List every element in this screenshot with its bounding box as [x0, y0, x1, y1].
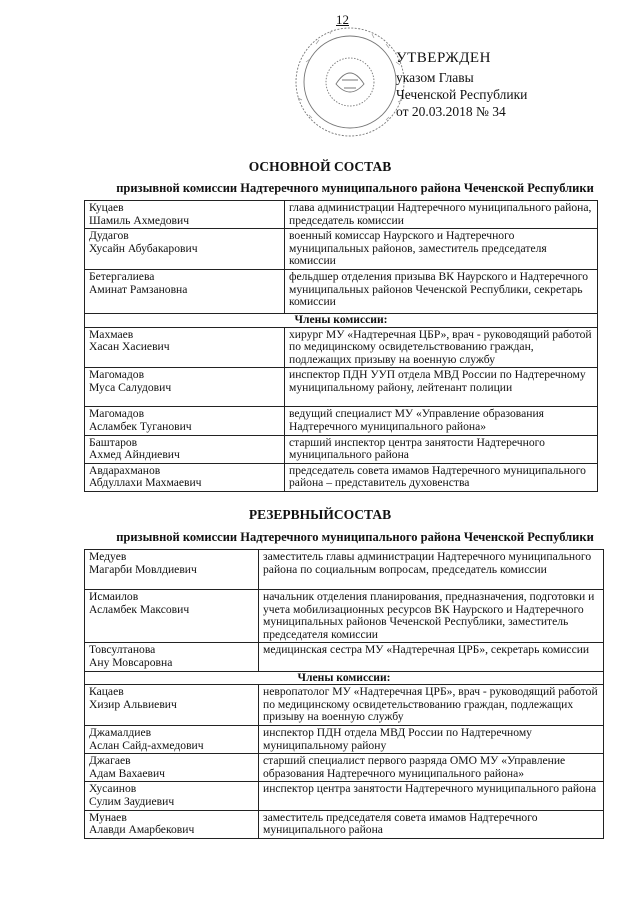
table-row [85, 725, 604, 753]
approval-line-2: Чеченской Республики [396, 87, 528, 102]
reserve-composition-table [84, 549, 604, 839]
table-row [85, 754, 604, 782]
members-header-row [85, 671, 604, 685]
table-row [85, 327, 598, 368]
person-cell: Товсултанова Ану Мовсаровна [85, 643, 259, 671]
person-cell: Мунаев Алавди Амарбекович [85, 810, 259, 838]
role-cell: фельдшер отделения призыва ВК Наурского и Надтеречного муниципальных районов Чеченской Республики, секретарь комиссии [285, 269, 598, 313]
main-composition-title: ОСНОВНОЙ СОСТАВ [248, 159, 392, 174]
role-cell: ведущий специалист МУ «Управление образования Надтеречного муниципального района» [285, 407, 598, 435]
person-cell: Джагаев Адам Вахаевич [85, 754, 259, 782]
page-number: 12 [336, 12, 349, 27]
role-cell: военный комиссар Наурского и Надтеречного муниципальных районов, заместитель председателя комиссии [285, 229, 598, 270]
role-cell: глава администрации Надтеречного муниципального района, председатель комиссии [285, 201, 598, 229]
table-row [85, 229, 598, 270]
table-row [85, 463, 598, 491]
role-cell: инспектор ПДН отдела МВД России по Надтеречному муниципальному району [259, 725, 604, 753]
table-row [85, 269, 598, 313]
role-cell: председатель совета имамов Надтеречного муниципального района – представитель духовенства [285, 463, 598, 491]
approval-line-3: от 20.03.2018 № 34 [396, 104, 506, 119]
person-cell: Дудагов Хусайн Абубакарович [85, 229, 285, 270]
role-cell: начальник отделения планирования, предназначения, подготовки и учета мобилизационных ресурсов ВК Наурского и Надтеречного муниципальных районов Чеченской Республики, заместитель председателя комиссии [259, 590, 604, 643]
person-cell: Махмаев Хасан Хасиевич [85, 327, 285, 368]
person-cell: Джамалдиев Аслан Сайд-ахмедович [85, 725, 259, 753]
main-composition-subtitle: призывной комиссии Надтеречного муниципального района Чеченской Республики [116, 181, 594, 195]
person-cell: Авдарахманов Абдуллахи Махмаевич [85, 463, 285, 491]
table-row [85, 782, 604, 810]
members-header-row [85, 313, 598, 327]
role-cell: заместитель председателя совета имамов Надтеречного муниципального района [259, 810, 604, 838]
table-row [85, 685, 604, 726]
table-row [85, 435, 598, 463]
person-cell: Магомадов Муса Салудович [85, 368, 285, 407]
members-header: Члены комиссии: [85, 313, 598, 327]
person-cell: Исмаилов Асламбек Максович [85, 590, 259, 643]
role-cell: медицинская сестра МУ «Надтеречная ЦРБ», секретарь комиссии [259, 643, 604, 671]
role-cell: невропатолог МУ «Надтеречная ЦРБ», врач - руководящий работой по медицинскому освидетельствованию граждан, подлежащих призыву на военную службу [259, 685, 604, 726]
approval-block [396, 50, 596, 120]
person-cell: Кацаев Хизир Альвиевич [85, 685, 259, 726]
table-row [85, 368, 598, 407]
table-row [85, 643, 604, 671]
person-cell: Хусаинов Сулим Заудиевич [85, 782, 259, 810]
members-header: Члены комиссии: [85, 671, 604, 685]
role-cell: хирург МУ «Надтеречная ЦБР», врач - руководящий работой по медицинскому освидетельствованию граждан, подлежащих призыву на военную службу [285, 327, 598, 368]
reserve-composition-subtitle: призывной комиссии Надтеречного муниципального района Чеченской Республики [116, 530, 594, 544]
role-cell: старший инспектор центра занятости Надтеречного муниципального района [285, 435, 598, 463]
approval-title: УТВЕРЖДЕН [396, 50, 491, 66]
approval-line-1: указом Главы [396, 70, 474, 85]
table-row [85, 810, 604, 838]
person-cell: Медуев Магарби Мовлдиевич [85, 550, 259, 590]
main-composition-table [84, 200, 598, 492]
table-row [85, 201, 598, 229]
role-cell: заместитель главы администрации Надтеречного муниципального района по социальным вопросам, председатель комиссии [259, 550, 604, 590]
role-cell: инспектор центра занятости Надтеречного муниципального района [259, 782, 604, 810]
table-row [85, 550, 604, 590]
table-row [85, 407, 598, 435]
person-cell: Куцаев Шамиль Ахмедович [85, 201, 285, 229]
role-cell: инспектор ПДН УУП отдела МВД России по Надтеречному муниципальному району, лейтенант полиции [285, 368, 598, 407]
person-cell: Магомадов Асламбек Туганович [85, 407, 285, 435]
table-row [85, 590, 604, 643]
role-cell: старший специалист первого разряда ОМО МУ «Управление образования Надтеречного муниципального района» [259, 754, 604, 782]
person-cell: Бетергалиева Аминат Рамзановна [85, 269, 285, 313]
reserve-composition-title: РЕЗЕРВНЫЙСОСТАВ [248, 507, 392, 522]
person-cell: Баштаров Ахмед Айндиевич [85, 435, 285, 463]
